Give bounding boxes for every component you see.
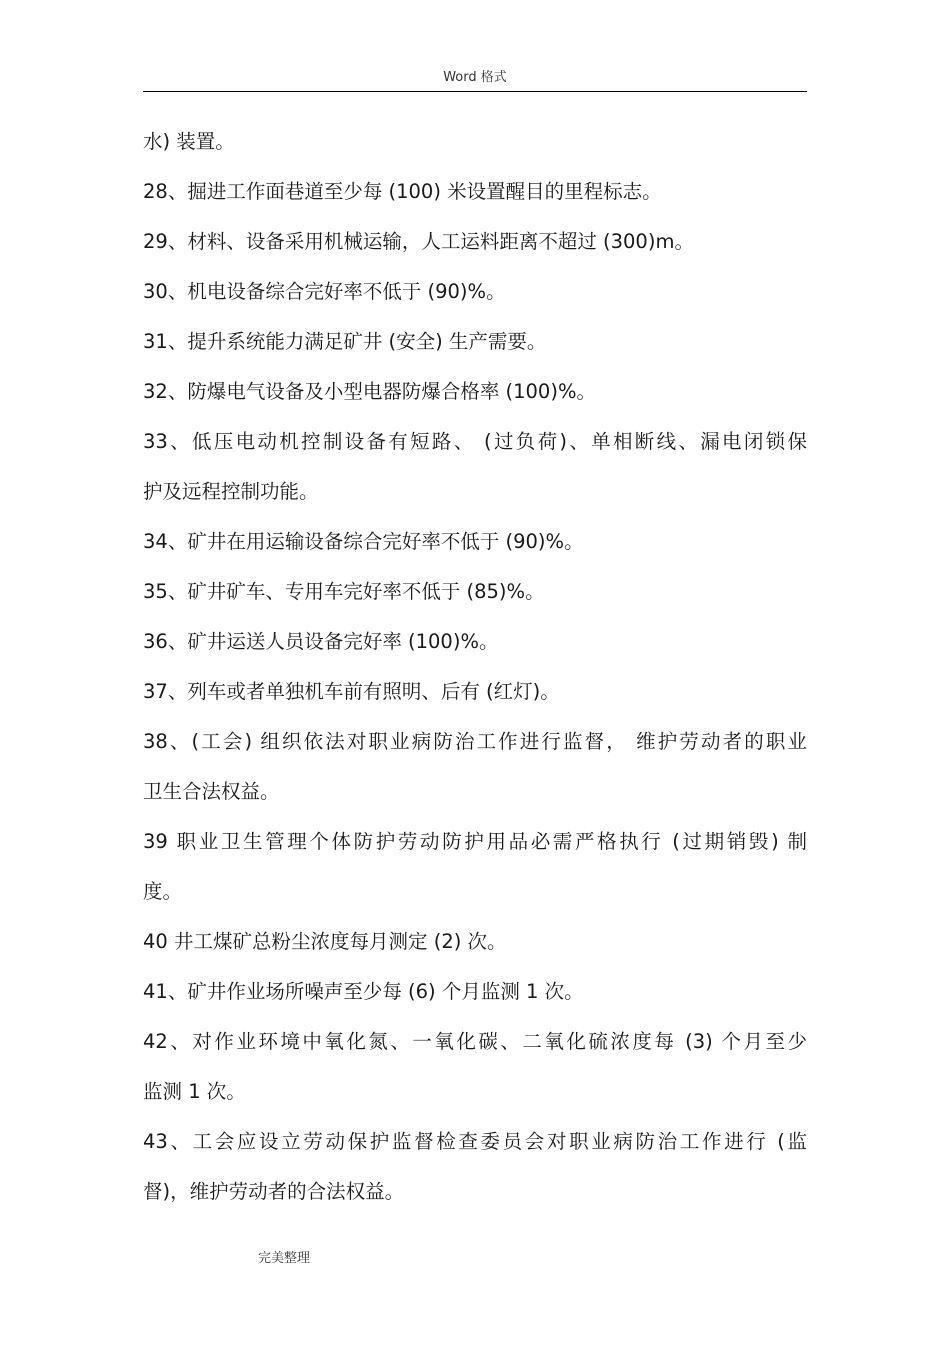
text-line: 度。	[143, 880, 183, 903]
text-line: 41、矿井作业场所噪声至少每 (6) 个月监测 1 次。	[143, 980, 584, 1003]
text-line: 水) 装置。	[143, 130, 235, 153]
text-line: 34、矿井在用运输设备综合完好率不低于 (90)%。	[143, 530, 584, 553]
text-line: 护及远程控制功能。	[143, 480, 319, 503]
text-line: 31、提升系统能力满足矿井 (安全) 生产需要。	[143, 330, 547, 353]
header-divider	[143, 91, 807, 92]
text-line: 38、(工会) 组织依法对职业病防治工作进行监督， 维护劳动者的职业	[143, 730, 807, 753]
text-line: 32、防爆电气设备及小型电器防爆合格率 (100)%。	[143, 380, 596, 403]
text-line: 36、矿井运送人员设备完好率 (100)%。	[143, 630, 499, 653]
page-footer: 完美整理	[258, 1251, 311, 1266]
text-line: 督)，维护劳动者的合法权益。	[143, 1180, 405, 1203]
text-line: 39 职业卫生管理个体防护劳动防护用品必需严格执行 (过期销毁) 制	[143, 830, 807, 853]
document-body	[143, 117, 807, 1217]
text-line: 监测 1 次。	[143, 1080, 246, 1103]
text-line: 35、矿井矿车、专用车完好率不低于 (85)%。	[143, 580, 545, 603]
text-line: 43、工会应设立劳动保护监督检查委员会对职业病防治工作进行 (监	[143, 1130, 807, 1153]
text-line: 42、对作业环境中氧化氮、一氧化碳、二氧化硫浓度每 (3) 个月至少	[143, 1030, 807, 1053]
text-line: 30、机电设备综合完好率不低于 (90)%。	[143, 280, 506, 303]
text-line: 33、低压电动机控制设备有短路、 (过负荷)、单相断线、漏电闭锁保	[143, 430, 807, 453]
text-line: 卫生合法权益。	[143, 780, 280, 803]
text-line: 40 井工煤矿总粉尘浓度每月测定 (2) 次。	[143, 930, 507, 953]
text-line: 29、材料、设备采用机械运输，人工运料距离不超过 (300)m。	[143, 230, 694, 253]
text-line: 37、列车或者单独机车前有照明、后有 (红灯)。	[143, 680, 560, 703]
text-line: 28、掘进工作面巷道至少每 (100) 米设置醒目的里程标志。	[143, 180, 662, 203]
page-header: Word 格式	[443, 70, 507, 85]
